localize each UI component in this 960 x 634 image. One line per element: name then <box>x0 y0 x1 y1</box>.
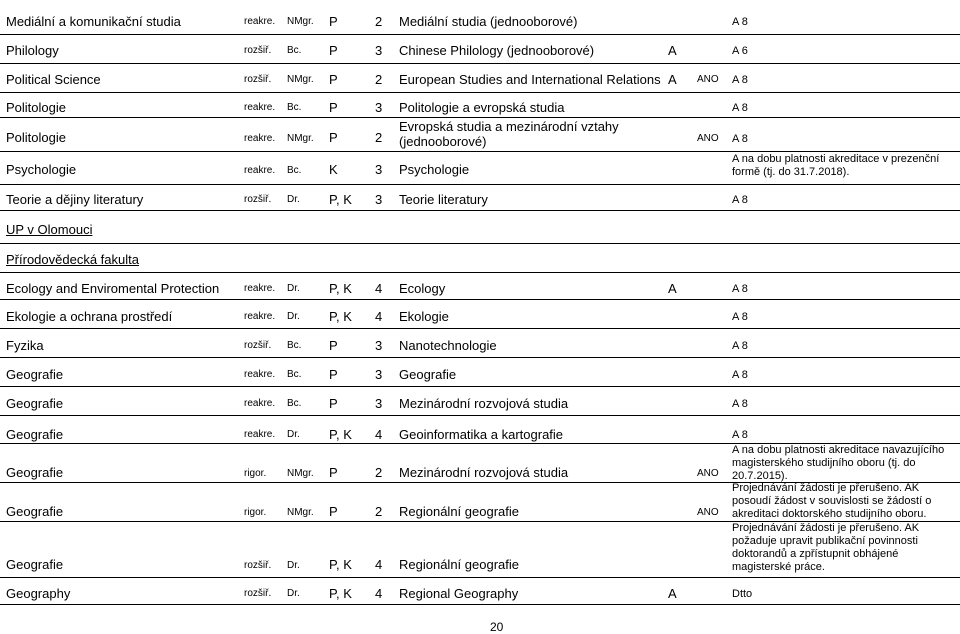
study-form: P <box>329 100 338 115</box>
study-length: 4 <box>375 281 383 296</box>
study-form: P <box>329 130 338 145</box>
program-name: Mediální studia (jednooborové) <box>399 14 578 29</box>
degree: Dr. <box>287 283 300 294</box>
study-length: 3 <box>375 100 383 115</box>
program-name: Regionální geografie <box>399 557 519 572</box>
decision: Dtto <box>732 588 753 600</box>
ano-flag: ANO <box>697 133 719 144</box>
program-name: Ekologie <box>399 309 449 324</box>
program-name: Evropská studia a mezinárodní vztahy (jednooborové) <box>399 119 619 149</box>
request-type: rozšiř. <box>244 588 272 599</box>
degree: NMgr. <box>287 133 314 144</box>
decision: A 8 <box>732 398 748 410</box>
decision: A 8 <box>732 311 748 323</box>
request-type: rozšiř. <box>244 560 272 571</box>
study-length: 4 <box>375 427 383 442</box>
study-length: 3 <box>375 43 383 58</box>
program-name: Geografie <box>399 367 457 382</box>
table-row <box>0 92 960 118</box>
request-type: rigor. <box>244 468 267 479</box>
study-length: 2 <box>375 504 383 519</box>
degree: Bc. <box>287 165 302 176</box>
degree: NMgr. <box>287 507 314 518</box>
table-row <box>0 521 960 578</box>
degree: NMgr. <box>287 468 314 479</box>
field-name: Geografie <box>6 557 64 572</box>
study-form: P, K <box>329 586 352 601</box>
faculty-heading: Přírodovědecká fakulta <box>6 252 139 267</box>
degree: Dr. <box>287 588 300 599</box>
decision: A 8 <box>732 369 748 381</box>
study-length: 2 <box>375 465 383 480</box>
study-form: P <box>329 396 338 411</box>
program-name: Chinese Philology (jednooborové) <box>399 43 595 58</box>
program-name: Nanotechnologie <box>399 338 497 353</box>
study-form: P, K <box>329 427 352 442</box>
program-name: Psychologie <box>399 162 470 177</box>
decision: A 6 <box>732 45 748 57</box>
degree: Dr. <box>287 311 300 322</box>
study-form: P <box>329 43 338 58</box>
study-length: 2 <box>375 72 383 87</box>
table-row <box>0 151 960 185</box>
decision: A 8 <box>732 283 748 295</box>
study-form: P, K <box>329 281 352 296</box>
study-length: 3 <box>375 162 383 177</box>
table-row <box>0 184 960 211</box>
field-name: Fyzika <box>6 338 44 353</box>
field-name: Political Science <box>6 72 101 87</box>
study-form: P <box>329 338 338 353</box>
degree: Bc. <box>287 369 302 380</box>
program-name: European Studies and International Relations <box>399 72 661 87</box>
field-name: Mediální a komunikační studia <box>6 14 181 29</box>
table-row <box>0 357 960 387</box>
program-name: Mezinárodní rozvojová studia <box>399 396 569 411</box>
table-row <box>0 272 960 300</box>
decision: Projednávání žádosti je přerušeno. AK posoudí žádost v souvislosti se žádostí o akreditaci doktorského studijního oboru. <box>732 482 932 520</box>
program-name: Regional Geography <box>399 586 519 601</box>
program-name: Geoinformatika a kartografie <box>399 427 564 442</box>
study-length: 4 <box>375 557 383 572</box>
request-type: reakre. <box>244 102 276 113</box>
table-row <box>0 10 960 35</box>
language: A <box>668 281 677 296</box>
study-length: 4 <box>375 309 383 324</box>
table-row <box>0 386 960 416</box>
request-type: reakre. <box>244 283 276 294</box>
study-length: 3 <box>375 367 383 382</box>
request-type: rozšiř. <box>244 74 272 85</box>
study-form: P <box>329 367 338 382</box>
degree: Bc. <box>287 102 302 113</box>
degree: Dr. <box>287 429 300 440</box>
table-row <box>0 63 960 93</box>
program-name: Ecology <box>399 281 446 296</box>
request-type: rozšiř. <box>244 194 272 205</box>
table-row <box>0 443 960 483</box>
study-length: 3 <box>375 396 383 411</box>
study-form: P <box>329 465 338 480</box>
study-length: 2 <box>375 130 383 145</box>
study-form: P, K <box>329 192 352 207</box>
table-row <box>0 328 960 358</box>
request-type: rozšiř. <box>244 340 272 351</box>
program-name: Teorie literatury <box>399 192 488 207</box>
degree: Dr. <box>287 194 300 205</box>
request-type: reakre. <box>244 165 276 176</box>
request-type: rigor. <box>244 507 267 518</box>
decision: Projednávání žádosti je přerušeno. AK požaduje upravit publikační povinnosti doktorandů a zpřístupnit obhájené magisterské práce. <box>732 522 920 573</box>
degree: Bc. <box>287 45 302 56</box>
field-name: Geografie <box>6 465 64 480</box>
table-row <box>0 299 960 329</box>
table-row <box>0 577 960 605</box>
field-name: Politologie <box>6 100 66 115</box>
table-row <box>0 482 960 522</box>
study-length: 2 <box>375 14 383 29</box>
decision: A 8 <box>732 74 748 86</box>
table-row <box>0 415 960 444</box>
study-form: P <box>329 14 338 29</box>
page-number: 20 <box>490 620 504 634</box>
request-type: reakre. <box>244 311 276 322</box>
field-name: Ekologie a ochrana prostředí <box>6 309 173 324</box>
section-header-row <box>0 243 960 273</box>
language: A <box>668 43 677 58</box>
degree: NMgr. <box>287 74 314 85</box>
request-type: reakre. <box>244 369 276 380</box>
ano-flag: ANO <box>697 507 719 518</box>
ano-flag: ANO <box>697 74 719 85</box>
degree: NMgr. <box>287 16 314 27</box>
university-heading: UP v Olomouci <box>6 222 93 237</box>
field-name: Geografie <box>6 504 64 519</box>
decision: A na dobu platnosti akreditace navazujícího magisterského studijního oboru (tj. do 20.7.2015). <box>732 444 945 482</box>
field-name: Philology <box>6 43 59 58</box>
language: A <box>668 72 677 87</box>
program-name: Mezinárodní rozvojová studia <box>399 465 569 480</box>
study-length: 4 <box>375 586 383 601</box>
program-name: Regionální geografie <box>399 504 519 519</box>
decision: A 8 <box>732 133 748 145</box>
field-name: Ecology and Enviromental Protection <box>6 281 220 296</box>
field-name: Geography <box>6 586 71 601</box>
study-length: 3 <box>375 192 383 207</box>
section-header-row <box>0 210 960 244</box>
field-name: Psychologie <box>6 162 77 177</box>
request-type: reakre. <box>244 429 276 440</box>
degree: Bc. <box>287 398 302 409</box>
study-form: K <box>329 162 338 177</box>
request-type: reakre. <box>244 16 276 27</box>
field-name: Teorie a dějiny literatury <box>6 192 144 207</box>
program-name: Politologie a evropská studia <box>399 100 565 115</box>
decision: A 8 <box>732 340 748 352</box>
study-form: P, K <box>329 557 352 572</box>
degree: Dr. <box>287 560 300 571</box>
request-type: reakre. <box>244 398 276 409</box>
request-type: rozšiř. <box>244 45 272 56</box>
study-form: P <box>329 504 338 519</box>
field-name: Geografie <box>6 396 64 411</box>
field-name: Geografie <box>6 367 64 382</box>
decision: A 8 <box>732 16 748 28</box>
decision: A 8 <box>732 194 748 206</box>
table-row <box>0 34 960 64</box>
study-length: 3 <box>375 338 383 353</box>
decision: A 8 <box>732 429 748 441</box>
field-name: Geografie <box>6 427 64 442</box>
study-form: P <box>329 72 338 87</box>
table-row <box>0 117 960 152</box>
decision: A 8 <box>732 102 748 114</box>
decision: A na dobu platnosti akreditace v prezenční formě (tj. do 31.7.2018). <box>732 153 940 178</box>
study-form: P, K <box>329 309 352 324</box>
language: A <box>668 586 677 601</box>
degree: Bc. <box>287 340 302 351</box>
request-type: reakre. <box>244 133 276 144</box>
ano-flag: ANO <box>697 468 719 479</box>
field-name: Politologie <box>6 130 66 145</box>
